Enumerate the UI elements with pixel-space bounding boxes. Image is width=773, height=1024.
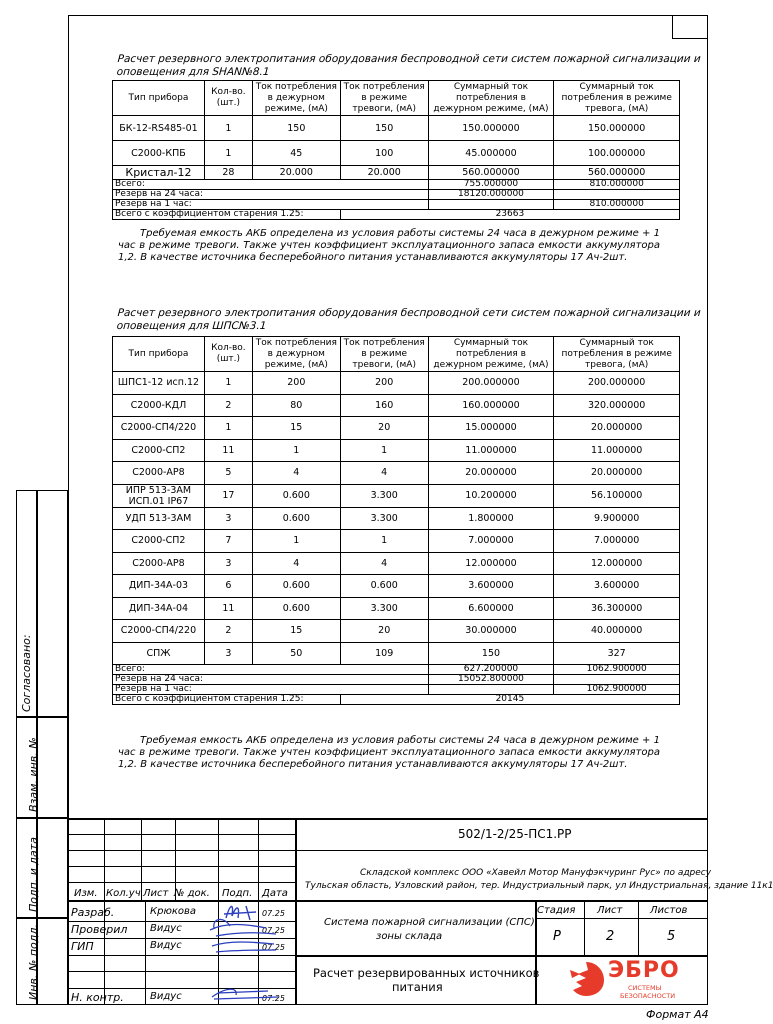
grid-line: [295, 850, 708, 851]
table-cell: 15: [252, 620, 340, 643]
table-cell: 320.000000: [554, 394, 680, 417]
table2-caption-line2: оповещения для ШПС№3.1: [116, 320, 267, 332]
col-header-doc: № док.: [174, 888, 210, 899]
table1-reserve1-row: [113, 200, 680, 210]
table1-header: Кол-во. (шт.): [204, 81, 252, 116]
col-header-kolvo: Кол.уч: [106, 888, 141, 899]
table-cell: ИПР 513-3АМ ИСП.01 IP67: [113, 484, 205, 507]
table-cell: ДИП-34А-04: [113, 597, 205, 620]
table-cell: 20.000: [252, 166, 340, 180]
signature-checker-gip: [206, 914, 282, 958]
table-cell: 200: [252, 372, 340, 395]
table1-header-row: [113, 81, 680, 116]
role-developer: Разраб.: [71, 906, 115, 919]
table2-header-row: [113, 337, 680, 372]
sheet-title-line2: питания: [392, 980, 443, 994]
table2-total-row: [113, 665, 680, 675]
reserve24-empty: [554, 675, 680, 685]
reserve24-value: 15052.800000: [428, 675, 554, 685]
name-gip: Видус: [150, 940, 182, 951]
paragraph1: Требуемая емкость АКБ определена из условия работы системы 24 часа в дежурном режиме + 1 час в режиме тревоги. Также учтен коэффициент эксплуатационного запаса емкости аккумулятора 1,2. В качестве источника бесперебойного питания устанавливаются аккумуляторы 17 Ач-2шт.: [118, 228, 660, 263]
aging-value: 23663: [340, 210, 679, 220]
total-duty: 627.200000: [428, 665, 554, 675]
aging-value: 20145: [340, 695, 679, 705]
table2-header: Суммарный ток потребления в дежурном режиме, (мА): [428, 337, 554, 372]
table-cell: 7.000000: [554, 530, 680, 553]
sheet-number-corner: [672, 15, 708, 39]
table1: [112, 80, 680, 220]
table-cell: 327: [554, 642, 680, 665]
agreed-label: Согласовано:: [20, 634, 33, 712]
table-cell: С2000-КПБ: [113, 141, 205, 166]
table2-header: Ток потребления в режиме тревоги, (мА): [340, 337, 428, 372]
table-cell: 10.200000: [428, 484, 554, 507]
grid-line: [68, 850, 295, 851]
table-cell: 4: [252, 552, 340, 575]
table-cell: 200.000000: [554, 372, 680, 395]
table-cell: 0.600: [252, 575, 340, 598]
table-cell: 200: [340, 372, 428, 395]
table-cell: Кристал-12: [113, 166, 205, 180]
table1-total-row: [113, 180, 680, 190]
table-row: [113, 575, 680, 598]
table-cell: С2000-АР8: [113, 552, 205, 575]
table-cell: 1: [204, 417, 252, 440]
col-header-sign: Подп.: [222, 888, 253, 899]
system-line2: зоны склада: [376, 931, 443, 942]
table-cell: 160.000000: [428, 394, 554, 417]
table-row: [113, 372, 680, 395]
table-cell: 28: [204, 166, 252, 180]
table-row: [113, 439, 680, 462]
table-row: [113, 394, 680, 417]
table-cell: С2000-СП4/220: [113, 620, 205, 643]
total-alarm: 1062.900000: [554, 665, 680, 675]
table-cell: 20.000000: [554, 417, 680, 440]
table-cell: 100: [340, 141, 428, 166]
table-cell: 17: [204, 484, 252, 507]
date-norm-control: 07.25: [262, 994, 285, 1003]
table-cell: 3.300: [340, 507, 428, 530]
table-cell: 3.300: [340, 484, 428, 507]
table-cell: 50: [252, 642, 340, 665]
table2-header: Ток потребления в дежурном режиме, (мА): [252, 337, 340, 372]
table-cell: 40.000000: [554, 620, 680, 643]
table-cell: 1: [204, 141, 252, 166]
sign-date-label: Подп. и дата: [27, 837, 40, 912]
name-norm-control: Видус: [150, 991, 182, 1002]
total-duty: 755.000000: [428, 180, 554, 190]
table-cell: 4: [252, 462, 340, 485]
table-cell: 0.600: [340, 575, 428, 598]
left-margin-hline: [16, 917, 68, 919]
name-developer: Крюкова: [150, 906, 197, 917]
table-row: [113, 530, 680, 553]
reserve1-empty: [428, 200, 554, 210]
date-developer: 07.25: [262, 909, 285, 918]
table-cell: 1: [340, 530, 428, 553]
reserve1-label: Резерв на 1 час:: [113, 685, 429, 695]
stage-label: Стадия: [537, 905, 576, 916]
sheets-label: Листов: [650, 905, 688, 916]
table1-header: Суммарный ток потребления в дежурном режиме, (мА): [428, 81, 554, 116]
table-cell: 150.000000: [554, 116, 680, 141]
name-checker: Видус: [150, 923, 182, 934]
table-cell: 11.000000: [554, 439, 680, 462]
table-cell: 1: [252, 439, 340, 462]
date-checker: 07.25: [262, 926, 285, 935]
table-cell: 560.000000: [554, 166, 680, 180]
reserve1-label: Резерв на 1 час:: [113, 200, 429, 210]
table-cell: 20.000000: [554, 462, 680, 485]
table-cell: 11: [204, 597, 252, 620]
sheet-value: 2: [606, 929, 615, 944]
table1-header: Суммарный ток потребления в режиме тревога, (мА): [554, 81, 680, 116]
table-cell: 150: [252, 116, 340, 141]
table-cell: 36.300000: [554, 597, 680, 620]
reserve1-value: 810.000000: [554, 200, 680, 210]
grid-line: [145, 900, 146, 1005]
table-cell: 1: [204, 372, 252, 395]
table-row: [113, 620, 680, 643]
left-margin-hline: [16, 817, 68, 819]
table-cell: 6.600000: [428, 597, 554, 620]
table-cell: 2: [204, 394, 252, 417]
sheets-value: 5: [667, 929, 676, 944]
table-cell: 30.000000: [428, 620, 554, 643]
table-cell: 20: [340, 417, 428, 440]
table-cell: 109: [340, 642, 428, 665]
table1-reserve24-row: [113, 190, 680, 200]
table-cell: 11: [204, 439, 252, 462]
signature-norm-control: [208, 983, 284, 1003]
table-cell: БК-12-RS485-01: [113, 116, 205, 141]
table-row: [113, 507, 680, 530]
table-cell: 1.800000: [428, 507, 554, 530]
table-cell: 4: [340, 462, 428, 485]
table-cell: 560.000000: [428, 166, 554, 180]
table-cell: 3.600000: [554, 575, 680, 598]
table-cell: 1: [340, 439, 428, 462]
role-norm-control: Н. контр.: [71, 991, 124, 1004]
table-row: [113, 552, 680, 575]
table-cell: 9.900000: [554, 507, 680, 530]
aging-label: Всего с коэффициентом старения 1.25:: [113, 210, 341, 220]
table-cell: 20.000: [340, 166, 428, 180]
grid-line: [68, 882, 295, 883]
table-cell: 0.600: [252, 597, 340, 620]
table1-header: Ток потребления в дежурном режиме, (мА): [252, 81, 340, 116]
sheet-label: Лист: [597, 905, 623, 916]
table-cell: 0.600: [252, 484, 340, 507]
table-cell: С2000-КДЛ: [113, 394, 205, 417]
inv-orig-label: Инв. № подл.: [27, 924, 40, 1000]
table-cell: 45: [252, 141, 340, 166]
table-cell: 1: [204, 116, 252, 141]
role-gip: ГИП: [71, 940, 94, 953]
logo-sub2: БЕЗОПАСНОСТИ: [620, 992, 676, 1000]
table-cell: УДП 513-3АМ: [113, 507, 205, 530]
table-cell: 160: [340, 394, 428, 417]
sheet-title-line1: Расчет резервированных источников: [313, 966, 540, 980]
table-row: [113, 462, 680, 485]
table-cell: СПЖ: [113, 642, 205, 665]
ebro-logo-icon: [566, 960, 606, 998]
table-cell: 3: [204, 552, 252, 575]
table1-caption-line1: Расчет резервного электропитания оборудования беспроводной сети систем пожарной сигнализации и: [117, 53, 702, 65]
table2-reserve24-row: [113, 675, 680, 685]
table-cell: С2000-СП2: [113, 439, 205, 462]
reserve1-value: 1062.900000: [554, 685, 680, 695]
reserve24-empty: [554, 190, 680, 200]
col-header-izm: Изм.: [74, 888, 98, 899]
logo-name: ЭБРО: [608, 958, 680, 983]
table-cell: 200.000000: [428, 372, 554, 395]
grid-line: [535, 918, 708, 919]
table-cell: 2: [204, 620, 252, 643]
table1-aging-row: [113, 210, 680, 220]
table-cell: 20.000000: [428, 462, 554, 485]
logo-sub1: СИСТЕМЫ: [628, 984, 662, 992]
table1-caption-line2: оповещения для SHAN№8.1: [116, 66, 270, 78]
col-header-list: Лист: [143, 888, 169, 899]
total-alarm: 810.000000: [554, 180, 680, 190]
title-block-vline: [295, 818, 297, 1005]
table1-caption: [116, 53, 701, 79]
table-cell: 7.000000: [428, 530, 554, 553]
replace-inv-label: Взам. инв. №: [27, 737, 40, 812]
table2-aging-row: [113, 695, 680, 705]
object-line2: Тульская область, Узловский район, тер. Индустриальный парк, ул Индустриальная, здание 11к1: [305, 881, 773, 891]
table-cell: 100.000000: [554, 141, 680, 166]
table2-header: Суммарный ток потребления в режиме тревога, (мА): [554, 337, 680, 372]
total-label: Всего:: [113, 665, 429, 675]
doc-code: 502/1-2/25-ПС1.РР: [458, 827, 572, 841]
table-cell: 1: [252, 530, 340, 553]
total-label: Всего:: [113, 180, 429, 190]
table-cell: 15: [252, 417, 340, 440]
table2-header: Кол-во. (шт.): [204, 337, 252, 372]
table-cell: 80: [252, 394, 340, 417]
table-cell: 0.600: [252, 507, 340, 530]
role-checker: Проверил: [71, 923, 128, 936]
table-cell: 45.000000: [428, 141, 554, 166]
table-row: [113, 116, 680, 141]
table-cell: 150: [428, 642, 554, 665]
reserve1-empty: [428, 685, 554, 695]
format-label: Формат А4: [646, 1008, 709, 1021]
table-cell: 3.300: [340, 597, 428, 620]
grid-line: [295, 955, 708, 957]
table-cell: 12.000000: [554, 552, 680, 575]
table-cell: 3: [204, 507, 252, 530]
reserve24-label: Резерв на 24 часа:: [113, 675, 429, 685]
table-cell: 3.600000: [428, 575, 554, 598]
grid-line: [584, 900, 585, 955]
table-row: [113, 417, 680, 440]
table-row: [113, 166, 680, 180]
table-cell: 4: [340, 552, 428, 575]
system-line1: Система пожарной сигнализации (СПС),: [324, 917, 538, 928]
table-row: [113, 484, 680, 507]
grid-line: [638, 900, 639, 955]
table-cell: 3: [204, 642, 252, 665]
aging-label: Всего с коэффициентом старения 1.25:: [113, 695, 341, 705]
table-cell: 56.100000: [554, 484, 680, 507]
table-cell: 12.000000: [428, 552, 554, 575]
left-margin-stamp: [16, 490, 68, 1005]
stage-value: Р: [553, 929, 561, 944]
reserve24-value: 18120.000000: [428, 190, 554, 200]
table2-caption-line1: Расчет резервного электропитания оборудования беспроводной сети систем пожарной сигнализации и: [117, 307, 702, 319]
grid-line: [68, 834, 295, 835]
table1-header: Тип прибора: [113, 81, 205, 116]
table2: [112, 336, 680, 705]
table-cell: С2000-СП4/220: [113, 417, 205, 440]
table-cell: 20: [340, 620, 428, 643]
table-cell: 15.000000: [428, 417, 554, 440]
table2-reserve1-row: [113, 685, 680, 695]
table2-header: Тип прибора: [113, 337, 205, 372]
table-cell: ДИП-34А-03: [113, 575, 205, 598]
table1-header: Ток потребления в режиме тревоги, (мА): [340, 81, 428, 116]
reserve24-label: Резерв на 24 часа:: [113, 190, 429, 200]
paragraph2: Требуемая емкость АКБ определена из условия работы системы 24 часа в дежурном режиме + 1 час в режиме тревоги. Также учтен коэффициент эксплуатационного запаса емкости аккумулятора 1,2. В качестве источника бесперебойного питания устанавливаются аккумуляторы 17 Ач-2шт.: [118, 735, 660, 770]
table-cell: С2000-АР8: [113, 462, 205, 485]
table-cell: ШПС1-12 исп.12: [113, 372, 205, 395]
table-cell: С2000-СП2: [113, 530, 205, 553]
left-margin-hline: [16, 716, 68, 718]
table-row: [113, 141, 680, 166]
grid-line: [141, 818, 142, 900]
date-gip: 07.25: [262, 943, 285, 952]
grid-line: [295, 900, 708, 902]
table-cell: 150.000000: [428, 116, 554, 141]
table-cell: 150: [340, 116, 428, 141]
grid-line: [68, 971, 295, 972]
table-row: [113, 597, 680, 620]
table-cell: 6: [204, 575, 252, 598]
table-cell: 7: [204, 530, 252, 553]
col-header-date: Дата: [262, 888, 288, 899]
grid-line: [68, 866, 295, 867]
table-row: [113, 642, 680, 665]
object-line1: Складской комплекс ООО «Хавейл Мотор Мануфэкчуринг Рус» по адресу: [360, 868, 712, 878]
table-cell: 5: [204, 462, 252, 485]
table-cell: 11.000000: [428, 439, 554, 462]
title-block-top: [68, 818, 708, 820]
table2-caption: [116, 307, 701, 333]
